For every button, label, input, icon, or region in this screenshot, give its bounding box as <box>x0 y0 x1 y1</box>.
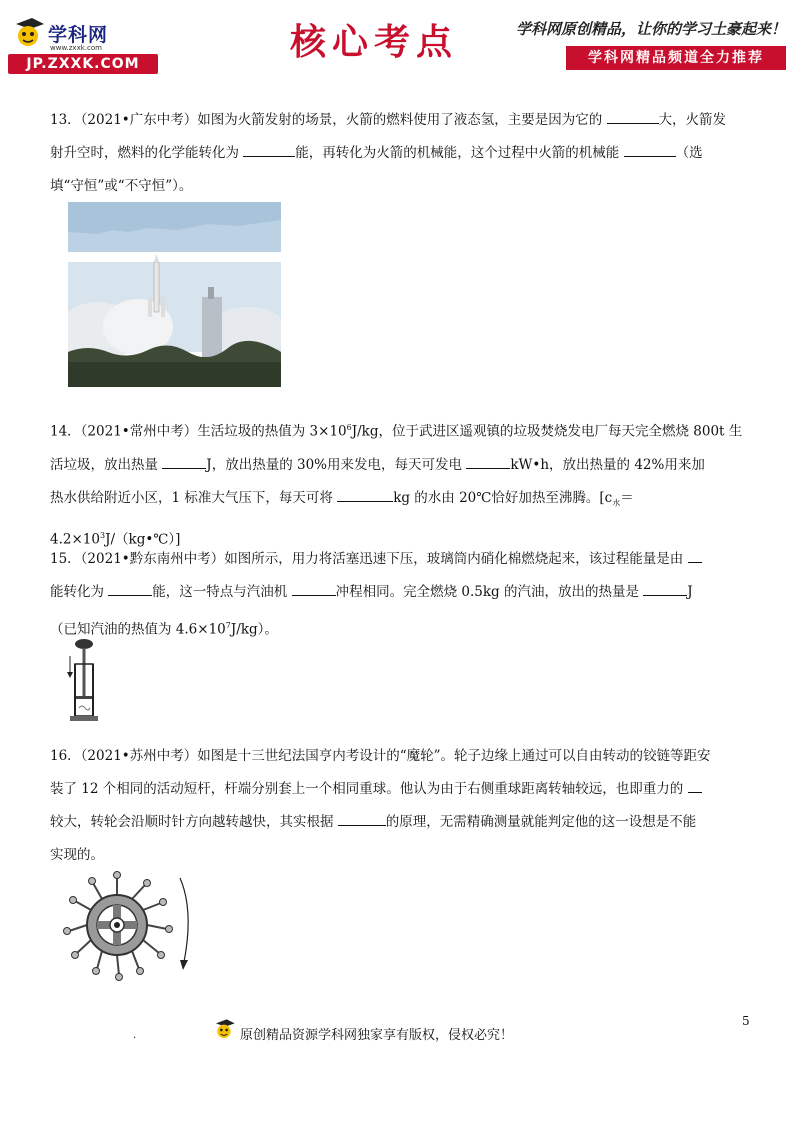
q16-line3: 较大，转轮会沿顺时针方向越转越快，其实根据 的原理，无需精确测量就能判定他的这一设想是不能 <box>50 806 750 839</box>
question-16 <box>50 740 750 872</box>
blank <box>688 548 702 563</box>
question-15 <box>50 543 750 647</box>
logo-banner-text: JP.ZXXK.COM <box>26 56 140 72</box>
rocket-launch-image <box>68 202 281 387</box>
magic-wheel-diagram <box>62 870 212 985</box>
q13-line1: 13．（2021•广东中考）如图为火箭发射的场景，火箭的燃料使用了液态氢，主要是因为它的 大，火箭发 <box>50 104 750 137</box>
blank <box>162 454 206 469</box>
zxxk-logo <box>8 14 158 74</box>
blank <box>688 778 702 793</box>
page-number: 5 <box>742 1014 750 1028</box>
q13-line3: 填“守恒”或“不守恒”）。 <box>50 178 193 194</box>
blank <box>607 109 659 124</box>
page-footer <box>0 1016 800 1046</box>
mascot-icon <box>212 1016 236 1044</box>
page-title: 核心考点 <box>290 21 459 63</box>
q14-line1: 14．（2021•常州中考）生活垃圾的热值为 $3\times 10^6J/kg$，位于武进区遥观镇的垃圾焚烧发电厂每天完全燃烧 800t 生 <box>50 423 743 440</box>
blank <box>243 142 295 157</box>
q16-line1: 16．（2021•苏州中考）如图是十三世纪法国亨内考设计的“魔轮”。轮子边缘上通过可以自由转动的铰链等距安 <box>50 748 711 764</box>
piston-cylinder-figure <box>64 636 104 724</box>
magic-wheel-figure <box>62 870 212 985</box>
piston-cylinder-diagram <box>64 636 104 724</box>
question-13 <box>50 104 750 203</box>
logo-text: 学科网 <box>48 24 109 46</box>
slogan: 学科网原创精品，让你的学习土豪起来！ <box>515 20 786 38</box>
q15-line3: （已知汽油的热值为 $4.6\times 10^7J/kg$）。 <box>50 621 278 638</box>
logo-url: www.zxxk.com <box>50 44 102 52</box>
blank <box>466 454 510 469</box>
logo-banner <box>8 54 158 74</box>
q15-line2: 能转化为 能，这一特点与汽油机 冲程相同。完全燃烧 0.5kg 的汽油，放出的热量是 J <box>50 576 750 609</box>
blank <box>108 581 152 596</box>
q13-line2: 射升空时，燃料的化学能转化为 能，再转化为火箭的机械能，这个过程中火箭的机械能 （选 <box>50 137 750 170</box>
footer-dot: . <box>133 1030 137 1041</box>
blank <box>292 581 336 596</box>
q16-line4: 实现的。 <box>50 847 104 863</box>
blank <box>337 487 393 502</box>
mascot-icon <box>10 14 46 54</box>
q14-line4: $4.2\times 10^3J/(kg•℃)$] <box>50 531 181 548</box>
blank <box>338 811 386 826</box>
copyright-notice: 原创精品资源学科网独家享有版权，侵权必究！ <box>240 1028 514 1043</box>
q14-line2: 活垃圾，放出热量 J，放出热量的 30%用来发电，每天可发电 kW•h，放出热量的 42%用来加 <box>50 449 750 482</box>
blank <box>624 142 676 157</box>
blank <box>643 581 687 596</box>
page-header <box>0 0 800 80</box>
rocket-launch-figure <box>68 202 281 387</box>
slogan-banner-text: 学科网精品频道全力推荐 <box>588 50 764 66</box>
q15-line1: 15．（2021•黔东南州中考）如图所示，用力将活塞迅速下压，玻璃筒内硝化棉燃烧起来，该过程能量是由 <box>50 543 750 576</box>
q14-line3: 热水供给附近小区，1 标准大气压下，每天可将 kg 的水由 20℃恰好加热至沸腾。[$c_水=$ <box>50 482 750 520</box>
question-14 <box>50 411 750 557</box>
q16-line2: 装了 12 个相同的活动短杆，杆端分别套上一个相同重球。他认为由于右侧重球距离转轴较远，也即重力的 <box>50 773 750 806</box>
slogan-banner <box>566 46 786 70</box>
